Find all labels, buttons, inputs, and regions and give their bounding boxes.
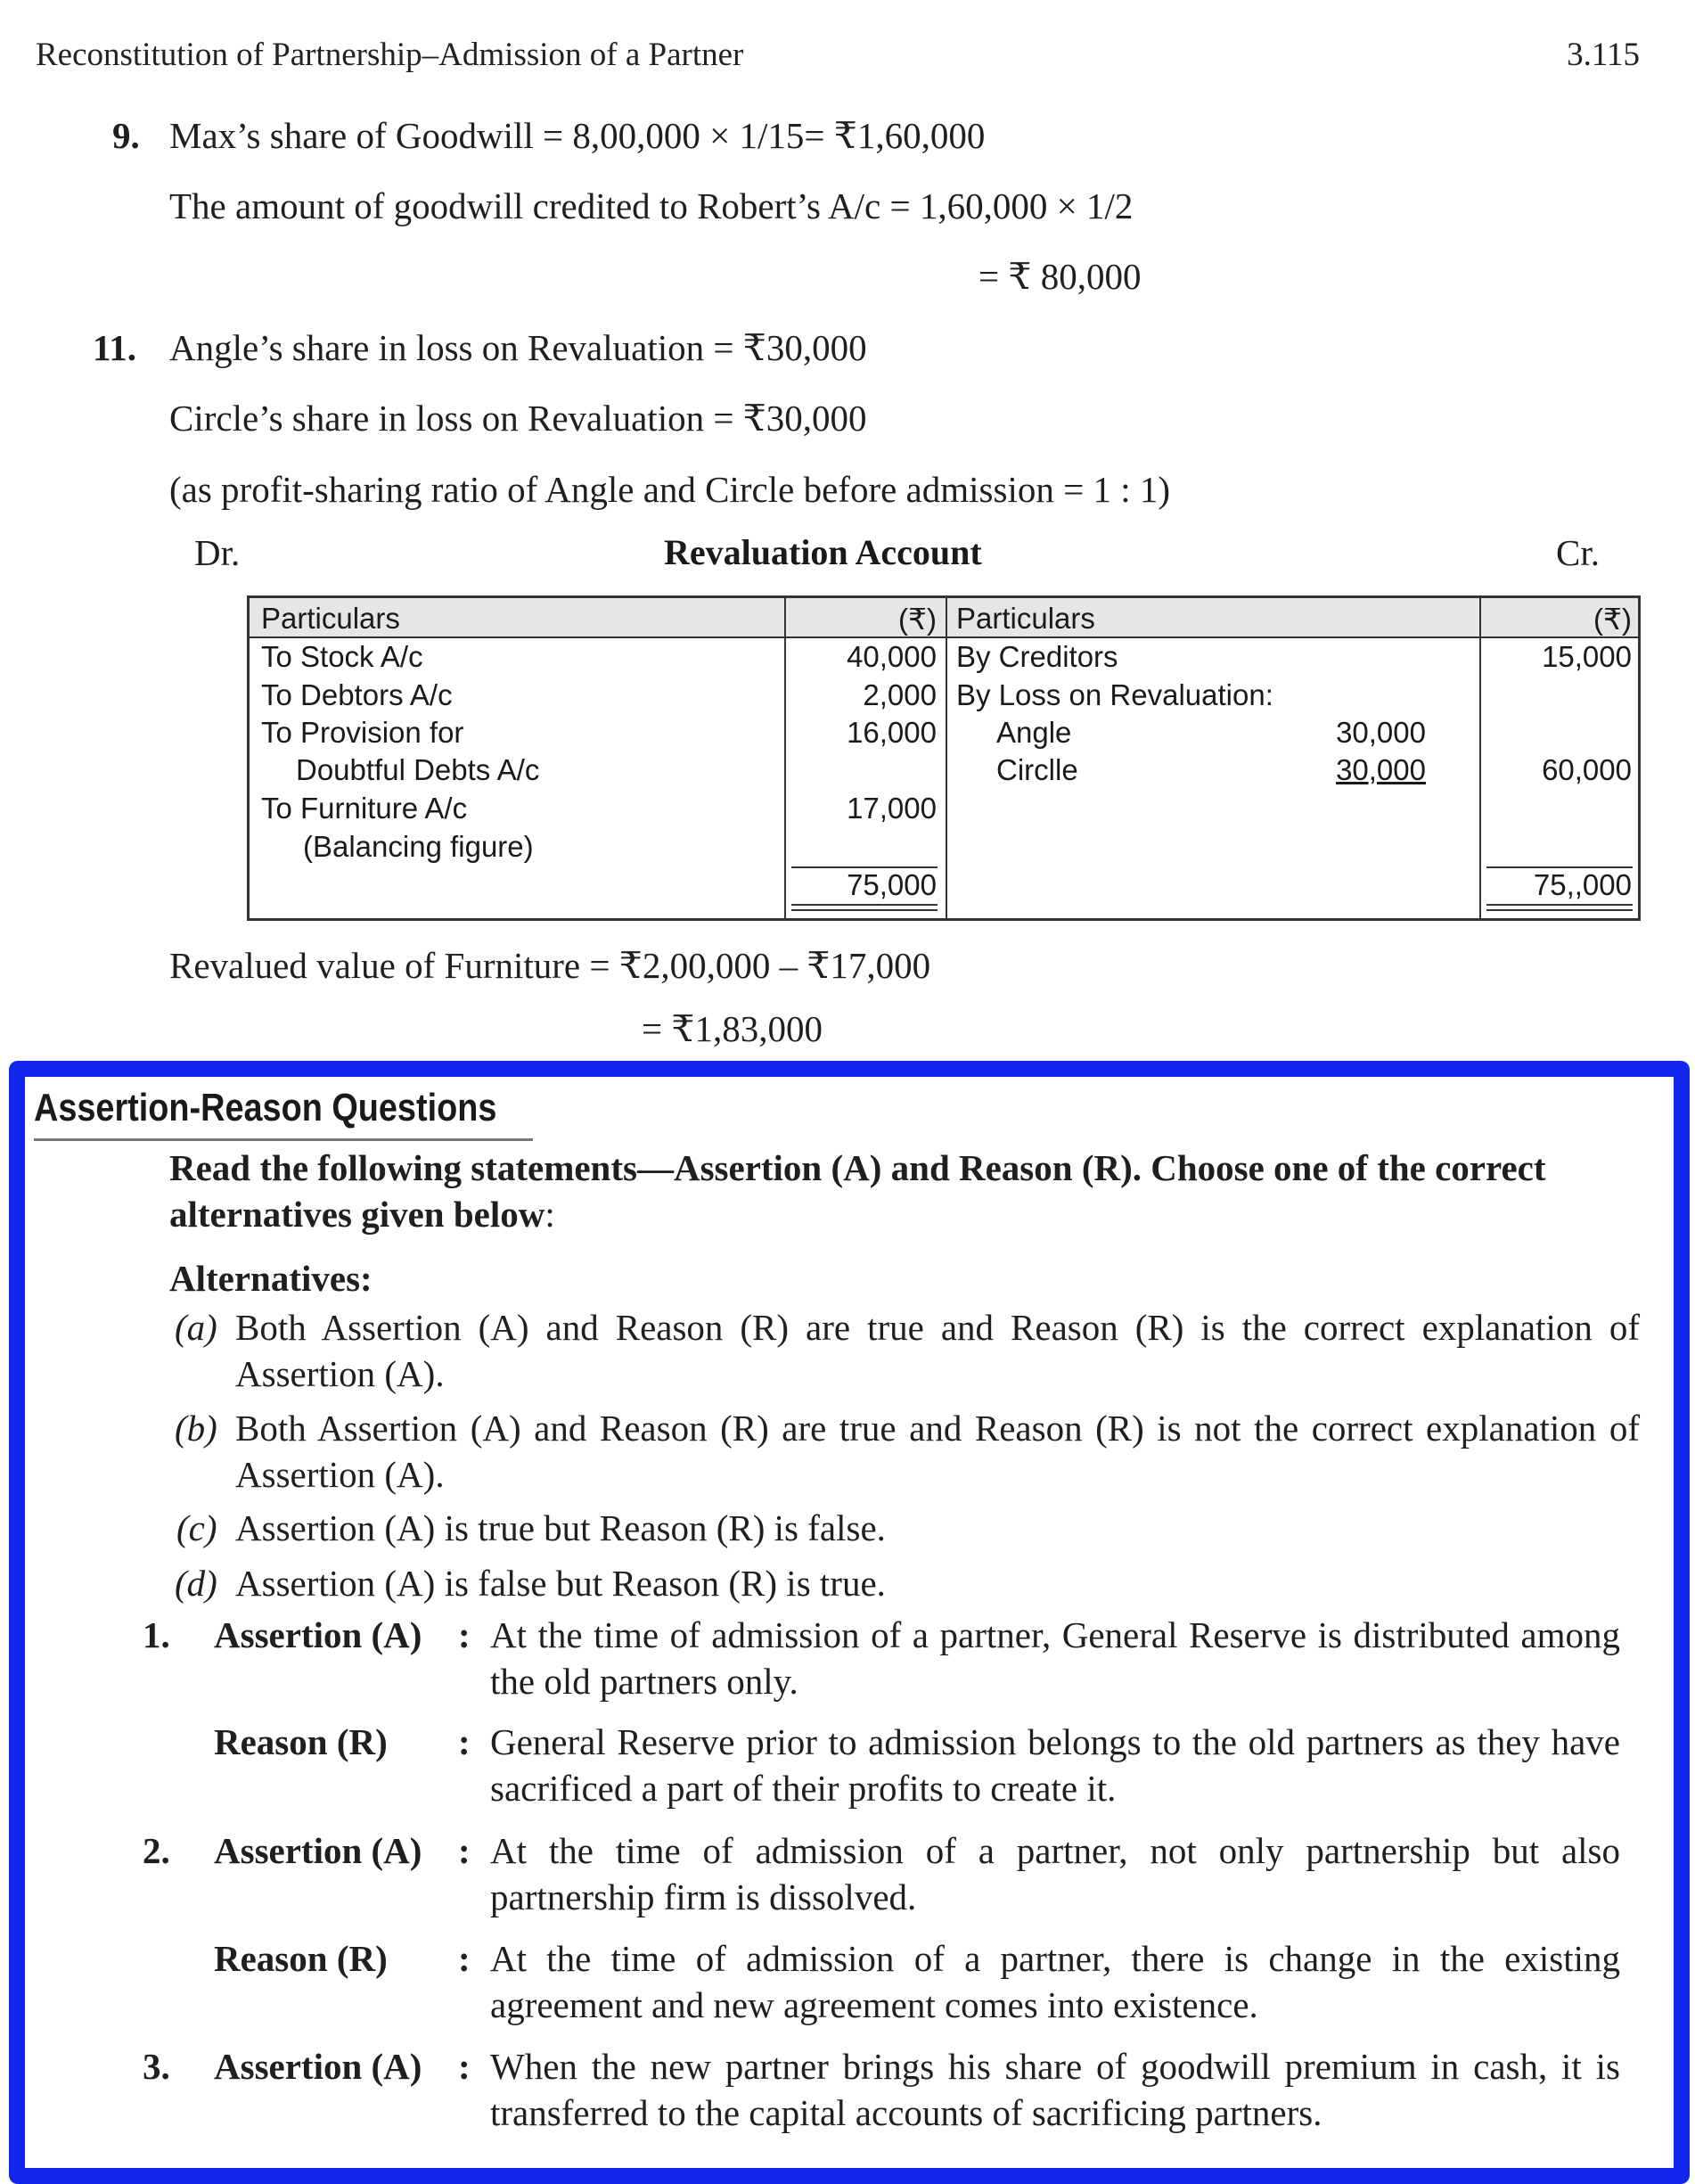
credit-angle-amount: 30,000 <box>1336 716 1426 749</box>
alternative-b-label: (b) <box>175 1408 217 1449</box>
debit-amount-header: (₹) <box>898 603 937 636</box>
credit-amount-header: (₹) <box>1593 603 1632 636</box>
ar-question-number-3: 3. <box>143 2046 170 2087</box>
debit-debtors: To Debtors A/c <box>261 678 453 711</box>
dr-label: Dr. <box>194 532 241 573</box>
q9-goodwill-credited: The amount of goodwill credited to Robert’s A/c = 1,60,000 × 1/2 <box>169 185 1134 226</box>
debit-stock: To Stock A/c <box>261 640 423 673</box>
credit-total: 75,,000 <box>1533 868 1632 901</box>
alternative-c-label: (c) <box>176 1507 217 1548</box>
debit-furniture-amount: 17,000 <box>847 792 937 825</box>
page-number: 3.115 <box>1567 37 1640 73</box>
q11-circle-loss: Circle’s share in loss on Revaluation = ₹30,000 <box>169 398 867 439</box>
ar-question-number-1: 1. <box>143 1614 170 1655</box>
alternative-b-text: Both Assertion (A) and Reason (R) are true and Reason (R) is not the correct explanation of Assertion (A). <box>235 1408 1640 1495</box>
alternative-c-text: Assertion (A) is true but Reason (R) is false. <box>235 1507 886 1548</box>
double-rule <box>1486 904 1633 911</box>
instruction-text <box>169 1145 1640 1237</box>
credit-circle: Circlle <box>996 753 1078 786</box>
alternatives-title: Alternatives: <box>169 1258 373 1299</box>
alternative-a-label: (a) <box>175 1307 217 1348</box>
debit-debtors-amount: 2,000 <box>863 678 937 711</box>
q2-reason-text: At the time of admission of a partner, there is change in the existing agreement and new agreement comes into existence. <box>490 1938 1620 2025</box>
credit-loss-on-revaluation: By Loss on Revaluation: <box>956 678 1273 711</box>
column-divider <box>784 598 786 918</box>
debit-provision-line1: To Provision for <box>261 716 464 749</box>
q1-assertion-text: At the time of admission of a partner, General Reserve is distributed among the old partners only. <box>490 1614 1620 1702</box>
q11-ratio-note: (as profit-sharing ratio of Angle and Circle before admission = 1 : 1) <box>169 469 1170 510</box>
revaluation-account-title: Revaluation Account <box>664 532 982 572</box>
debit-particulars-header: Particulars <box>261 602 400 635</box>
question-number-9: 9. <box>112 115 140 156</box>
colon: : <box>458 1938 471 1979</box>
credit-creditors: By Creditors <box>956 640 1118 673</box>
running-header-title: Reconstitution of Partnership–Admission of a Partner <box>36 37 744 73</box>
q1-reason-text: General Reserve prior to admission belongs to the old partners as they have sacrificed a part of their profits to create it. <box>490 1721 1620 1809</box>
table-header-row <box>250 598 1638 638</box>
q11-angle-loss: Angle’s share in loss on Revaluation = ₹30,000 <box>169 327 867 368</box>
assertion-label: Assertion (A) <box>214 1614 422 1655</box>
credit-creditors-amount: 15,000 <box>1542 640 1632 673</box>
alternative-d-text: Assertion (A) is false but Reason (R) is true. <box>235 1563 886 1604</box>
debit-total: 75,000 <box>847 868 937 901</box>
column-divider <box>946 598 947 918</box>
credit-angle: Angle <box>996 716 1072 749</box>
double-rule <box>791 904 938 911</box>
column-divider <box>1479 598 1481 918</box>
instruction-colon: : <box>545 1194 555 1235</box>
debit-furniture-line2: (Balancing figure) <box>303 830 534 863</box>
alternative-a-text: Both Assertion (A) and Reason (R) are true and Reason (R) is the correct explanation of Assertion (A). <box>235 1307 1640 1394</box>
reason-label: Reason (R) <box>214 1938 388 1979</box>
furniture-revalued-result: = ₹1,83,000 <box>642 1008 823 1049</box>
cr-label: Cr. <box>1556 532 1600 573</box>
credit-circle-amount: 30,000 <box>1336 753 1426 786</box>
section-title: Assertion-Reason Questions <box>34 1086 497 1129</box>
colon: : <box>458 2046 471 2087</box>
debit-stock-amount: 40,000 <box>847 640 937 673</box>
assertion-label: Assertion (A) <box>214 1830 422 1871</box>
q9-goodwill-result: = ₹ 80,000 <box>979 256 1142 297</box>
furniture-revalued-value: Revalued value of Furniture = ₹2,00,000 – ₹17,000 <box>169 945 931 986</box>
q3-assertion-text: When the new partner brings his share of goodwill premium in cash, it is transferred to the capital accounts of sacrificing partners. <box>490 2046 1620 2133</box>
q2-assertion-text: At the time of admission of a partner, not only partnership but also partnership firm is dissolved. <box>490 1830 1620 1917</box>
instruction-bold: Read the following statements—Assertion (A) and Reason (R). Choose one of the correct alternatives given below <box>169 1147 1546 1235</box>
colon: : <box>458 1614 471 1655</box>
debit-furniture-line1: To Furniture A/c <box>261 792 468 825</box>
colon: : <box>458 1721 471 1762</box>
debit-provision-amount: 16,000 <box>847 716 937 749</box>
revaluation-account-table <box>247 595 1641 921</box>
credit-loss-total: 60,000 <box>1542 753 1632 786</box>
ar-question-number-2: 2. <box>143 1830 170 1871</box>
colon: : <box>458 1830 471 1871</box>
credit-particulars-header: Particulars <box>956 602 1095 635</box>
alternative-d-label: (d) <box>175 1563 217 1604</box>
reason-label: Reason (R) <box>214 1721 388 1762</box>
debit-provision-line2: Doubtful Debts A/c <box>296 753 540 786</box>
question-number-11: 11. <box>93 327 136 368</box>
assertion-label: Assertion (A) <box>214 2046 422 2087</box>
q9-goodwill-share: Max’s share of Goodwill = 8,00,000 × 1/15= ₹1,60,000 <box>169 115 986 156</box>
section-title-underline <box>34 1138 533 1141</box>
